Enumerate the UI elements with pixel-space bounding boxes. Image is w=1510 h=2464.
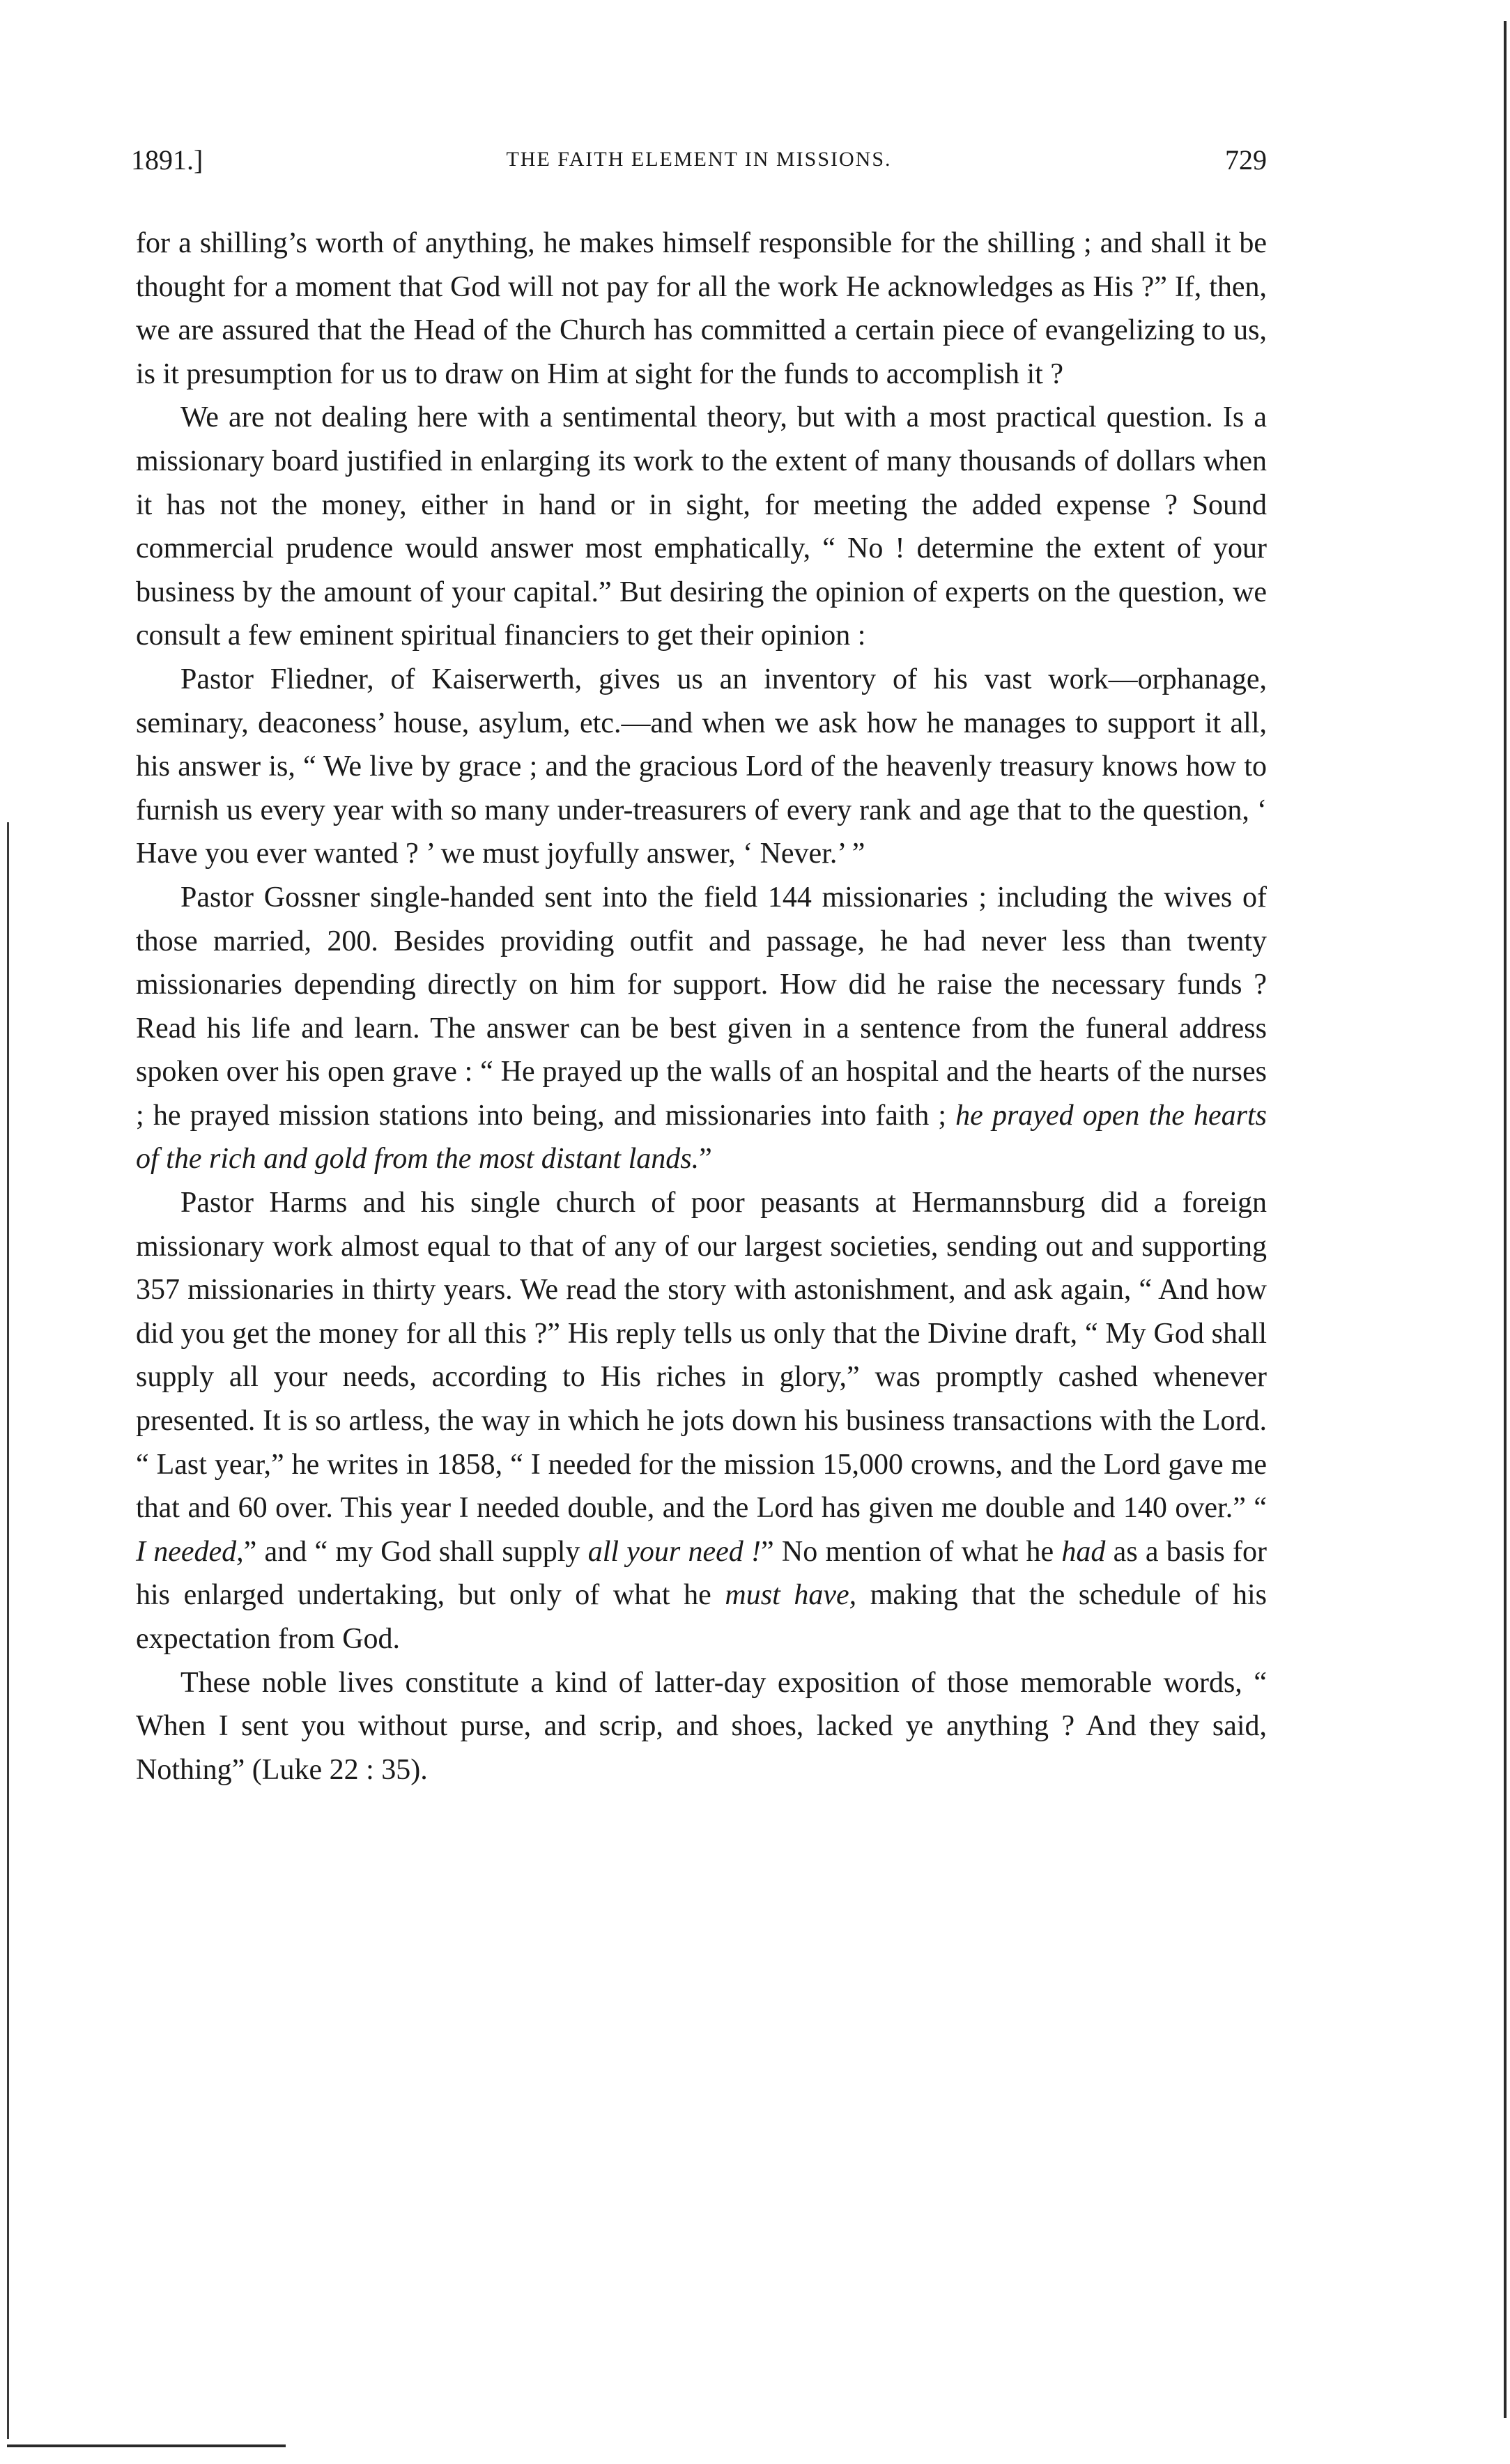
header-year: 1891.] [131, 144, 203, 176]
paragraph-2 [136, 396, 1267, 658]
paragraph-4-text: Pastor Gossner single-handed sent into the field 144 missionaries ; including the wives of those married, 200. Besides providing outfit and passage, he had never less than twenty missionaries depending directly on him for support. How did he raise the necessary funds ? Read his life and learn. The answer can be best given in a sentence from the funeral address spoken over his open grave : “ He prayed up the walls of an hospital and the hearts of the nurses ; he prayed mission stations into being, and missionaries into faith ; [136, 881, 1267, 1132]
paragraph-5-italic-3: had [1061, 1535, 1106, 1568]
paragraph-5-mid-2: ” No mention of what he [761, 1535, 1054, 1568]
paragraph-5-italic-4: must have, [725, 1579, 857, 1612]
paragraph-5-mid-1: ” and “ my God shall supply [243, 1535, 580, 1568]
paragraph-4 [136, 876, 1267, 1181]
bottom-edge-rule [7, 2444, 286, 2447]
paragraph-1 [136, 222, 1267, 396]
header-title: THE FAITH ELEMENT IN MISSIONS. [506, 148, 892, 171]
paragraph-5-end: making that the schedule of his expectation from God. [136, 1579, 1267, 1655]
paragraph-3-text: Pastor Fliedner, of Kaiserwerth, gives us an inventory of his vast work—orphanage, seminary, deaconess’ house, asylum, etc.—and when we ask how he manages to support it all, his answer is, “ We live by grace ; and the gracious Lord of the heavenly treasury knows how to furnish us every year with so many under-treasurers of every rank and age that to the question, ‘ Have you ever wanted ? ’ we must joyfully answer, ‘ Never.’ ” [136, 663, 1267, 870]
paragraph-5-italic-1: I needed, [136, 1535, 244, 1568]
paragraph-4-tail: ” [699, 1143, 712, 1176]
running-header [131, 144, 1267, 185]
paragraph-5-mid-3: as a basis for his enlarged undertaking, but only of what he [136, 1535, 1268, 1612]
paragraph-3 [136, 658, 1267, 876]
paragraph-6-text: These noble lives constitute a kind of latter-day exposition of those memorable words, “ When I sent you without purse, and scrip, and shoes, lacked ye anything ? And they said, Nothing” (Luke 22 : 35). [136, 1666, 1267, 1786]
paragraph-6 [136, 1661, 1267, 1792]
paragraph-5-text: Pastor Harms and his single church of poor peasants at Hermannsburg did a foreign missionary work almost equal to that of any of our largest societies, sending out and supporting 357 missionaries in thirty years. We read the story with astonishment, and ask again, “ And how did you get the money for all this ?” His reply tells us only that the Divine draft, “ My God shall supply all your needs, according to His riches in glory,” was promptly cashed whenever presented. It is so artless, the way in which he jots down his business transactions with the Lord. “ Last year,” he writes in 1858, “ I needed for the mission 15,000 crowns, and the Lord gave me that and 60 over. This year I needed double, and the Lord has given me double and 140 over.” [136, 1187, 1267, 1525]
paragraph-5: Pastor Harms and his single church of poor peasants at Hermannsburg did a foreign missionary work almost equal to that of any of our largest societies, sending out and supporting 357 missionaries in thirty years. We read the story with astonishment, and ask again, “ And how did you get the money for all this ?” His reply tells us only that the Divine draft, “ My God shall supply all your needs, according to His riches in glory,” was promptly cashed whenever presented. It is so artless, the way in which he jots down his business transactions with the Lord. “ Last year,” he writes in 1858, “ I needed for the mission 15,000 crowns, and the Lord gave me that and 60 over. This year I needed double, and the Lord has given me double and 140 over.” “ I needed,” and “ my God shall supply all your need !” No mention of what he had as a basis for his enlarged undertaking, but only of what he must have, making that the schedule of his expectation from God. [136, 1187, 1268, 1655]
paragraph-2-text: We are not dealing here with a sentimental theory, but with a most practical question. Is a missionary board justified in enlarging its work to the extent of many thousands of dollars when it has not the money, either in hand or in sight, for meeting the added expense ? Sound commercial prudence would answer most emphatically, “ No ! determine the extent of your business by the amount of your capital.” But desiring the opinion of experts on the question, we consult a few eminent spiritual financiers to get their opinion : [136, 401, 1267, 652]
paragraph-4-italic: he prayed open the hearts of the rich and gold from the most distant lands. [136, 1099, 1267, 1176]
paragraph-5-italic-2: all your need ! [587, 1535, 762, 1568]
body-text [136, 222, 1267, 1792]
paragraph-1-text: for a shilling’s worth of anything, he makes himself responsible for the shilling ; and shall it be thought for a moment that God will not pay for all the work He acknowledges as His ?” If, then, we are assured that the Head of the Church has committed a certain piece of evangelizing to us, is it presumption for us to draw on Him at sight for the funds to accomplish it ? [136, 227, 1267, 390]
binding-edge-rule [7, 822, 9, 2439]
page-number: 729 [1225, 144, 1267, 176]
page-edge-rule [1504, 21, 1507, 2418]
